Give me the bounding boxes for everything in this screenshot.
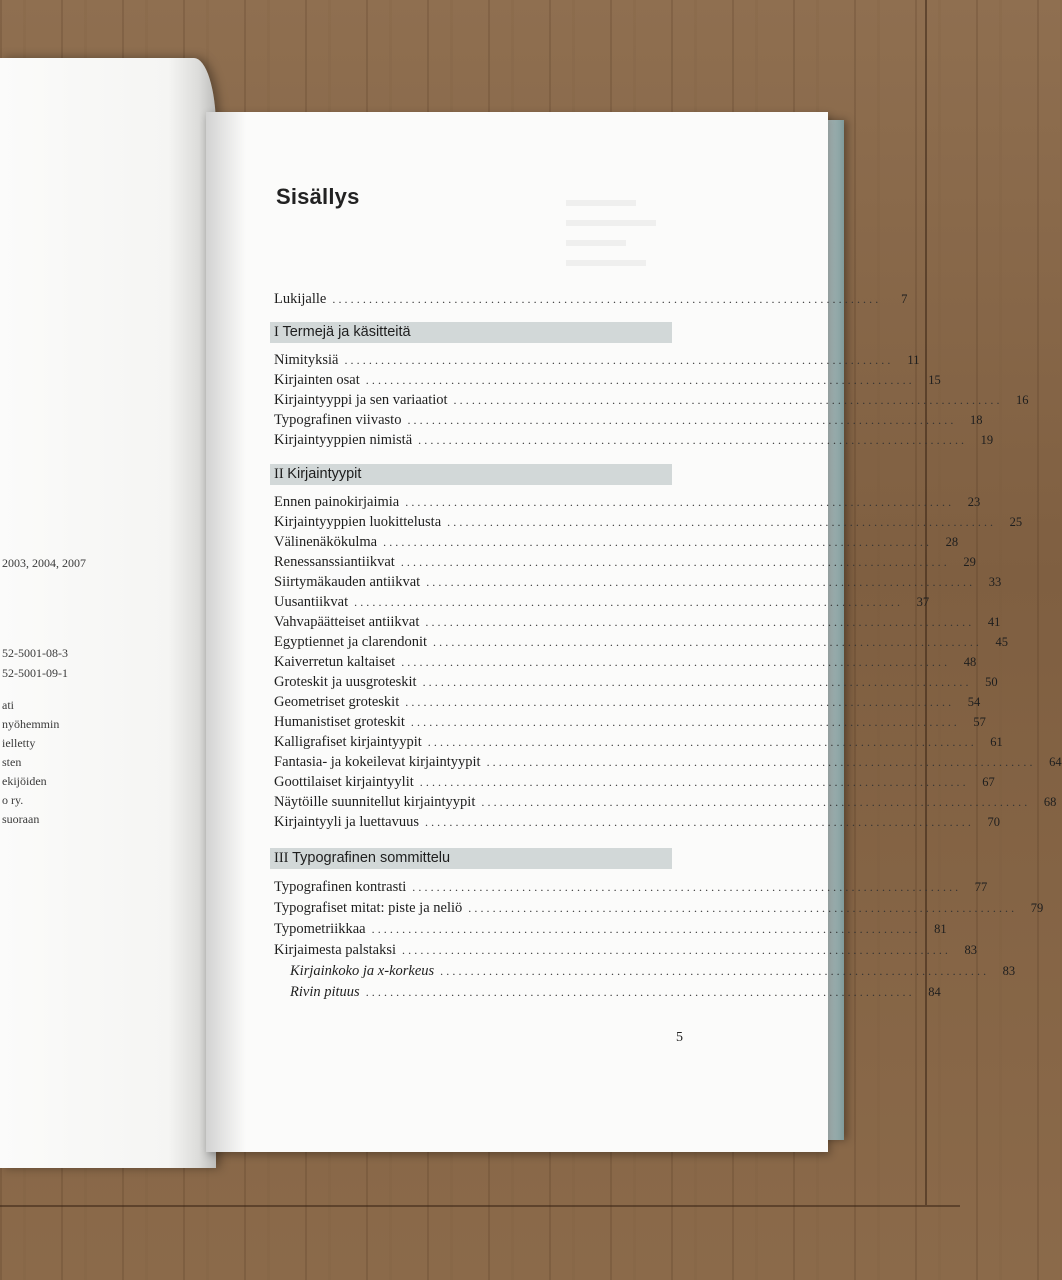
toc-entry-page: 18 [969,413,983,427]
toc-entry [274,813,1000,831]
dot-leader: .......................................................................................... [433,635,983,649]
toc-entry-page: 45 [995,635,1009,649]
gutter-shadow [206,112,246,1152]
toc-entry-page: 61 [990,735,1003,749]
toc-entry-page: 15 [928,373,941,387]
dot-leader: .......................................................................................... [427,735,977,749]
toc-entry-page: 28 [945,535,959,549]
toc-entry-page: 64 [1049,755,1062,769]
toc-entry-title: Kirjaintyyppien luokittelusta [274,514,442,530]
toc-entry [274,793,1057,811]
toc-entry-page: 50 [985,675,998,689]
dot-leader: .......................................................................................... [440,964,990,978]
right-page [206,112,1062,1152]
toc-entry-title: Välinenäkökulma [274,534,378,550]
toc-entry [274,673,998,691]
toc-entry-title: Nimityksiä [274,352,339,368]
dot-leader: .......................................................................................... [407,413,957,427]
toc-entry-page: 23 [967,495,981,509]
toc-entry-title: Vahvapäätteiset antiikvat [274,614,420,630]
toc-entry [274,573,1002,591]
colophon-line: nyöhemmin [2,717,60,731]
toc-entry-title: Typografinen kontrasti [274,879,407,895]
toc-entry-title: Typografinen viivasto [274,412,402,428]
dot-leader: .......................................................................................... [405,495,955,509]
toc-entry-title: Näytöille suunnitellut kirjaintyypit [274,794,476,810]
toc-entry-title: Ennen painokirjaimia [274,494,400,510]
toc-entry [274,941,978,959]
toc-entry [274,593,930,611]
dot-leader: .......................................................................................... [447,515,997,529]
dot-leader: .......................................................................................... [332,292,882,306]
toc-entry-title: Groteskit ja uusgroteskit [274,674,417,690]
toc-entry [274,351,920,369]
dot-leader: .......................................................................................... [405,695,955,709]
toc-entry-page: 7 [901,292,908,306]
toc-entry-page: 54 [967,695,981,709]
toc-subentry-title: Rivin pituus [290,984,360,1000]
toc-entry-page: 41 [987,615,1001,629]
toc-entry [274,553,976,571]
toc-entry [274,713,986,731]
toc-entry-page: 79 [1030,901,1044,915]
toc-entry-page: 81 [934,922,947,936]
toc-entry-page: 11 [907,353,920,367]
toc-entry [274,613,1001,631]
dot-leader: .......................................................................................... [344,353,894,367]
toc-entry [274,773,995,791]
toc-entry-title: Kirjaintyyli ja luettavuus [274,814,419,830]
toc-entry-page: 57 [973,715,986,729]
dot-leader: .......................................................................................... [371,922,921,936]
dot-leader: .......................................................................................... [401,655,951,669]
toc-entry-title: Lukijalle [274,291,327,307]
toc-entry [274,899,1044,917]
dot-leader: .......................................................................................... [424,815,974,829]
section-title: Typografinen sommittelu [292,850,451,866]
section-title: Kirjaintyypit [287,466,362,482]
toc-entry-page: 37 [916,595,930,609]
dot-leader: .......................................................................................... [354,595,904,609]
show-through-text [566,200,656,280]
dot-leader: .......................................................................................... [453,393,1003,407]
colophon-line: 52-5001-08-3 [2,646,68,660]
colophon-line: ekijöiden [2,774,47,788]
toc-entry-page: 19 [980,433,994,447]
colophon-line: suoraan [2,812,40,826]
toc-entry-page: 29 [963,555,976,569]
toc-entry [274,533,959,551]
section-numeral: I [274,324,279,340]
toc-entry-title: Egyptiennet ja clarendonit [274,634,428,650]
toc-entry-title: Kalligrafiset kirjaintyypit [274,734,422,750]
toc-entry-title: Humanistiset groteskit [274,714,405,730]
toc-entry-page: 48 [963,655,977,669]
dot-leader: .......................................................................................... [365,985,915,999]
toc-entry-title: Kirjaintyyppien nimistä [274,432,413,448]
floor-seam [0,1205,960,1207]
dot-leader: .......................................................................................... [365,373,915,387]
colophon-line: sten [2,755,22,769]
toc-entry [274,753,1062,771]
section-numeral: II [274,466,284,482]
dot-leader: .......................................................................................... [425,615,975,629]
toc-entry-page: 16 [1016,393,1029,407]
dot-leader: .......................................................................................... [418,433,968,447]
dot-leader: .......................................................................................... [468,901,1018,915]
dot-leader: .......................................................................................... [400,555,950,569]
show-through-text [60,306,72,359]
colophon-line: 52-5001-09-1 [2,666,68,680]
toc-entry [274,513,1023,531]
toc-entry-page: 25 [1009,515,1023,529]
toc-entry-title: Typografiset mitat: piste ja neliö [274,900,463,916]
toc-entry [274,633,1009,651]
toc-entry [274,391,1029,409]
dot-leader: .......................................................................................... [402,943,952,957]
left-page [0,58,216,1168]
toc-entry [274,920,947,938]
toc-entry-title: Uusantiikvat [274,594,349,610]
toc-entry-title: Typometriikkaa [274,921,366,937]
page-title: Sisällys [276,184,360,209]
colophon-line: o ry. [2,793,24,807]
toc-entry-page: 70 [987,815,1000,829]
toc-entry [274,431,994,449]
toc-entry-title: Geometriset groteskit [274,694,400,710]
toc-entry-title: Goottilaiset kirjaintyylit [274,774,414,790]
toc-entry-title: Kirjaimesta palstaksi [274,942,397,958]
toc-entry-title: Kirjainten osat [274,372,360,388]
toc-entry-page: 83 [1002,964,1016,978]
dot-leader: .......................................................................................... [422,675,972,689]
toc-entry-page: 84 [928,985,941,999]
dot-leader: .......................................................................................... [426,575,976,589]
section-header [270,322,672,343]
dot-leader: .......................................................................................... [481,795,1031,809]
toc-entry [274,290,908,308]
toc-entry [274,878,988,896]
toc-entry [274,733,1003,751]
toc-entry-page: 68 [1043,795,1057,809]
toc-entry-title: Renessanssiantiikvat [274,554,395,570]
toc-entry [274,493,981,511]
toc-entry [274,983,941,1001]
toc-entry [274,411,983,429]
colophon-line: ielletty [2,736,36,750]
section-numeral: III [274,850,289,866]
section-header [270,848,672,869]
toc-entry-title: Fantasia- ja kokeilevat kirjaintyypit [274,754,481,770]
toc-entry-page: 33 [988,575,1002,589]
page-number: 5 [676,1030,683,1045]
toc-entry-title: Kirjaintyyppi ja sen variaatiot [274,392,448,408]
section-title: Termejä ja käsitteitä [282,324,411,340]
toc-entry-page: 67 [982,775,995,789]
section-header [270,464,672,485]
toc-entry [274,693,981,711]
toc-entry [274,371,941,389]
toc-entry-page: 77 [974,880,988,894]
toc-entry-title: Siirtymäkauden antiikvat [274,574,421,590]
toc-entry [274,653,977,671]
dot-leader: .......................................................................................... [383,535,933,549]
dot-leader: .......................................................................................... [412,880,962,894]
dot-leader: .......................................................................................... [410,715,960,729]
dot-leader: .......................................................................................... [486,755,1036,769]
toc-entry [274,962,1016,980]
dot-leader: .......................................................................................... [419,775,969,789]
toc-entry-title: Kaiverretun kaltaiset [274,654,396,670]
toc-subentry-title: Kirjainkoko ja x-korkeus [290,963,435,979]
colophon-line: ati [2,698,14,712]
colophon-line: 2003, 2004, 2007 [2,556,86,570]
toc-entry-page: 83 [964,943,978,957]
